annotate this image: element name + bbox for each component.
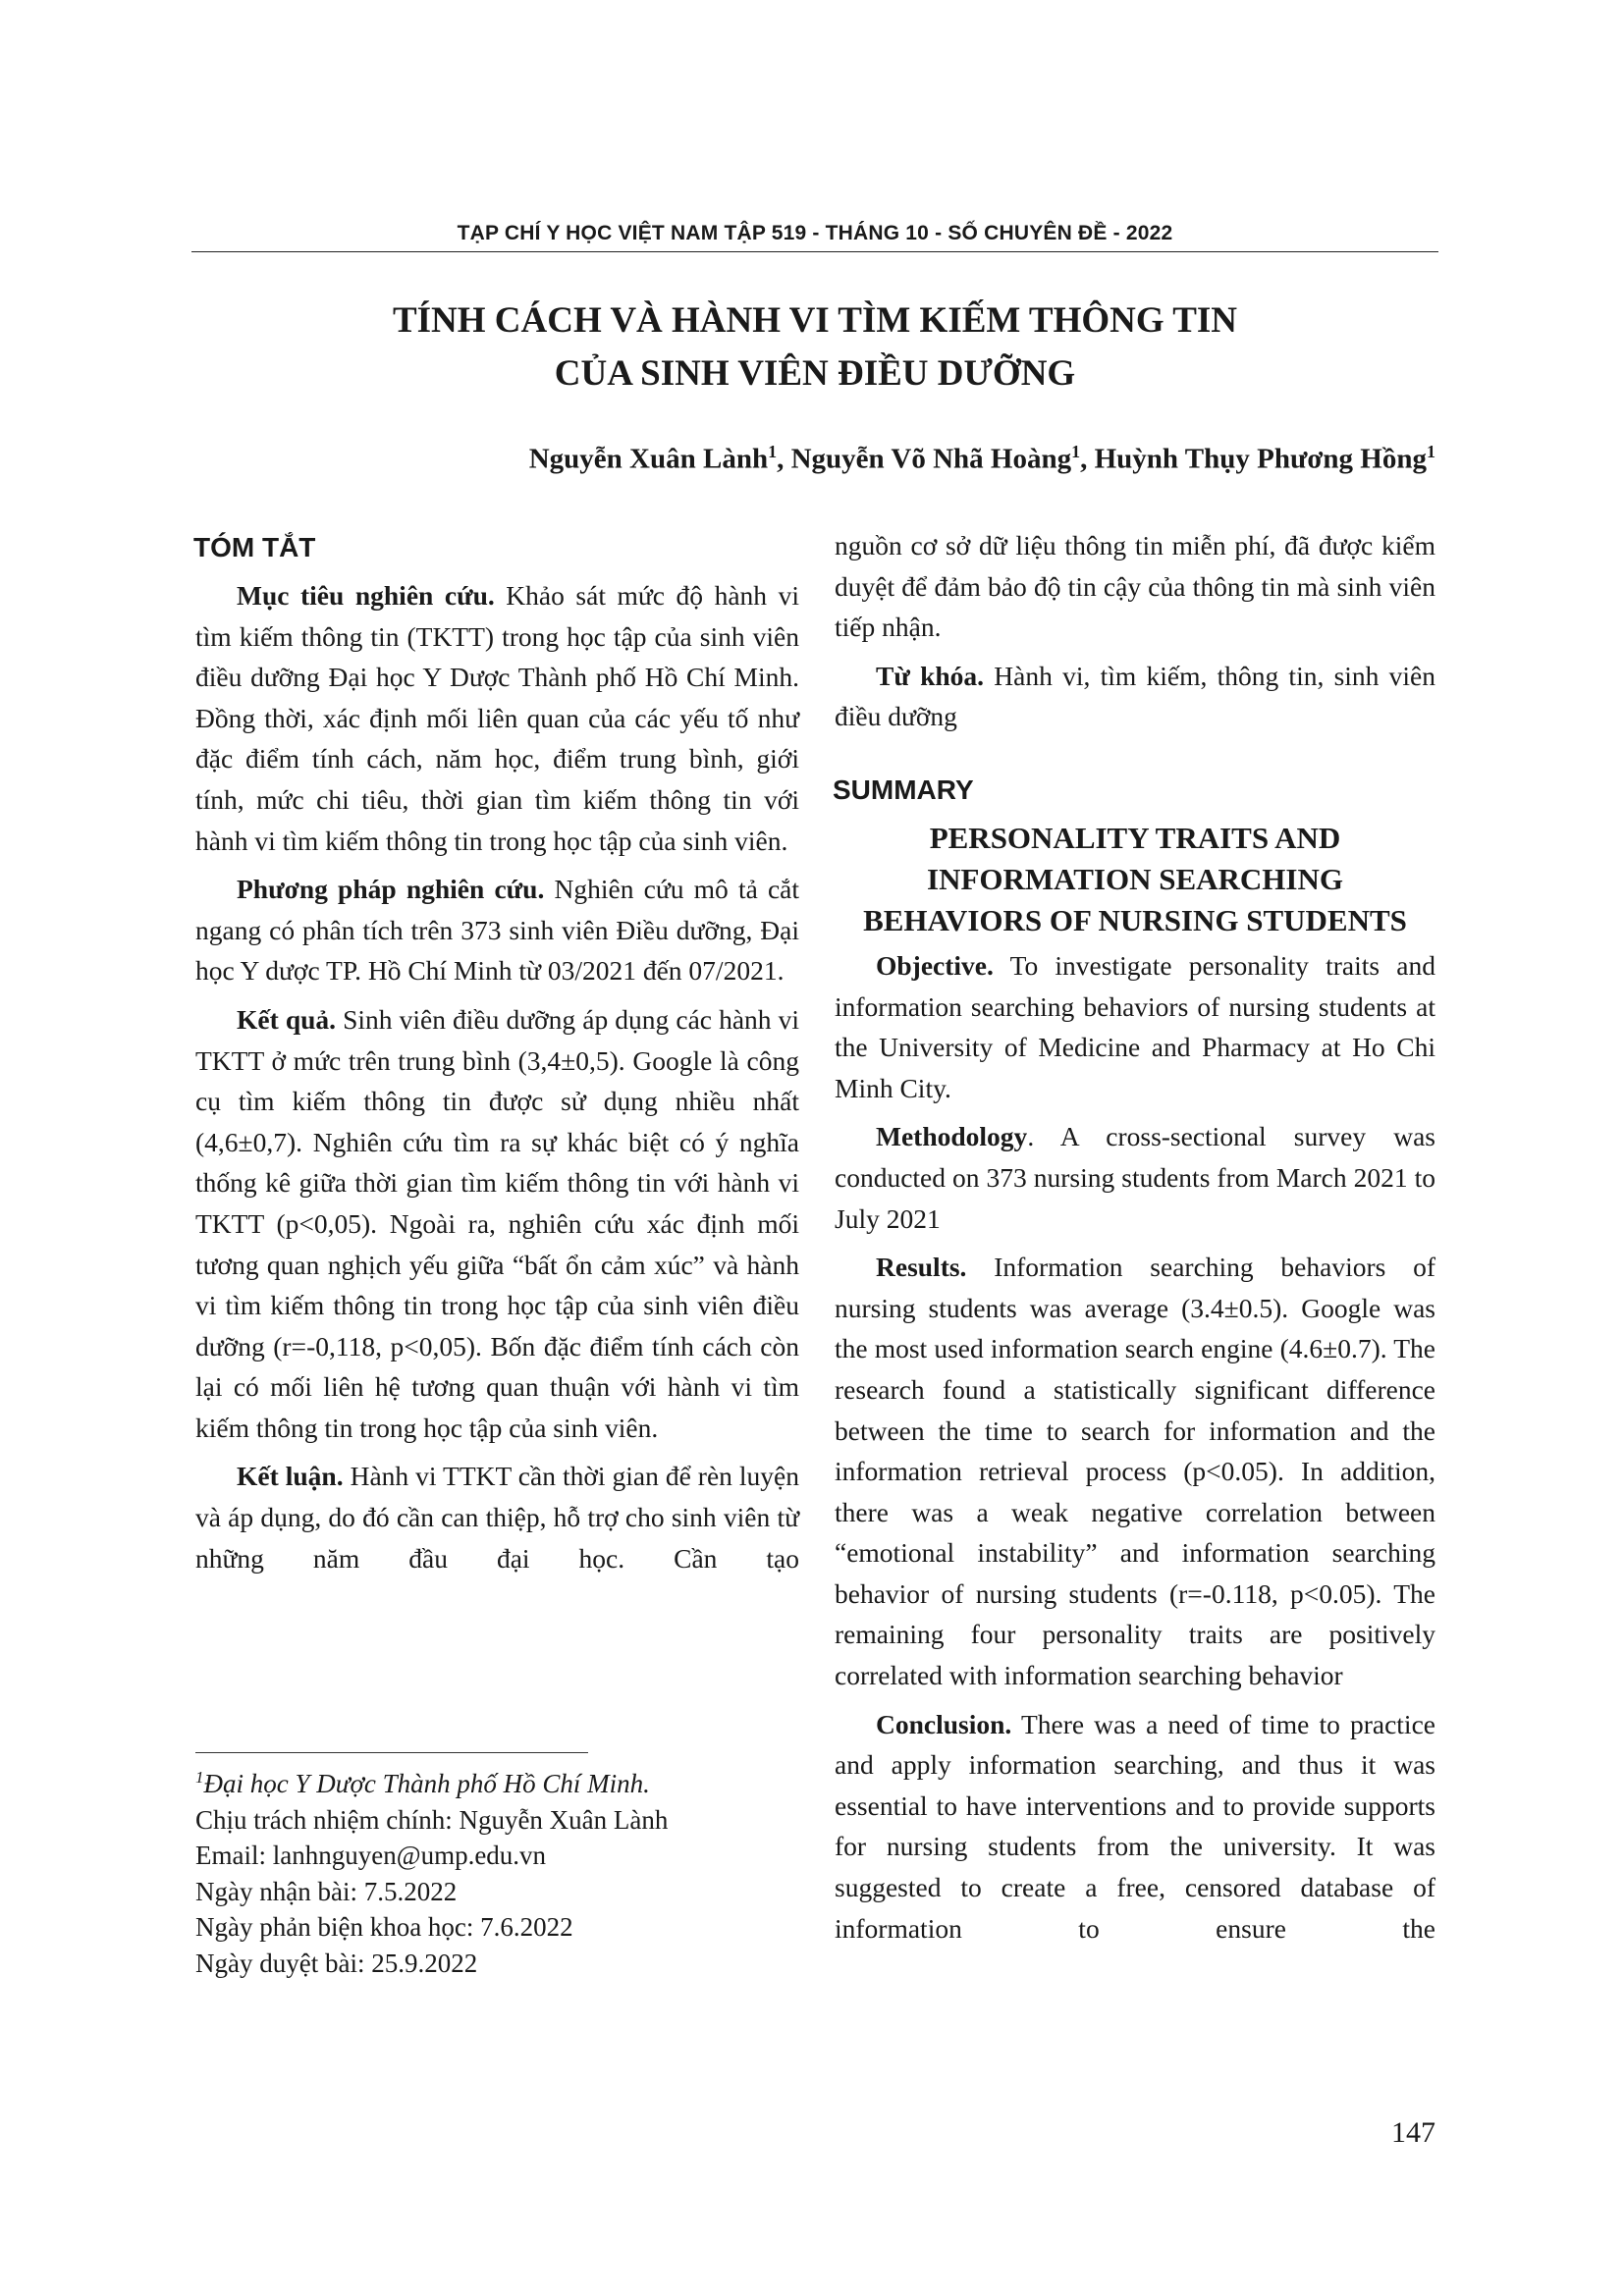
author-affiliation-sup: 1 xyxy=(768,442,778,461)
author-name: Nguyễn Võ Nhã Hoàng xyxy=(790,443,1072,475)
vi-objective-label: Mục tiêu nghiên cứu. xyxy=(237,580,495,611)
en-objective-text: To investigate personality traits and information searching behaviors of nursing students at the University of Medicine and Pharmacy at Ho Chi Minh City. xyxy=(835,949,1435,1103)
vi-objective-text: Khảo sát mức độ hành vi tìm kiếm thông tin (TKTT) trong học tập của sinh viên điều dưỡng Đại học Y Dược Thành phố Hồ Chí Minh. Đồng thời, xác định mối liên quan của các yếu tố như đặc điểm tính cách, năm học, điểm trung bình, giới tính, mức chi tiêu, thời gian tìm kiếm thông tin với hành vi tìm kiếm thông tin trong học tập của sinh viên. xyxy=(195,580,799,856)
vi-conclusion-label: Kết luận. xyxy=(237,1461,344,1492)
en-methodology-paragraph xyxy=(835,1116,1435,1239)
footnote-affiliation-sup: 1 xyxy=(195,1768,204,1787)
en-conclusion-text: There was a need of time to practice and apply information searching, and thus it was essential to have interventions and to provide supports for nursing students from the university. It was suggested to create a free, censored database of information to ensure the xyxy=(835,1708,1435,1944)
en-conclusion-label: Conclusion. xyxy=(876,1708,1012,1739)
author-separator: , xyxy=(777,443,791,475)
en-results-label: Results. xyxy=(876,1252,967,1283)
vi-conclusion-paragraph xyxy=(195,1456,799,1578)
footnote-affiliation-text: Đại học Y Dược Thành phố Hồ Chí Minh. xyxy=(203,1769,650,1798)
header-rule xyxy=(191,251,1438,252)
footnote-reviewed-date: Ngày phản biện khoa học: 7.6.2022 xyxy=(195,1912,573,1942)
vi-methods-label: Phương pháp nghiên cứu. xyxy=(237,874,545,905)
footnote-rule xyxy=(195,1752,588,1753)
footnotes xyxy=(195,1760,804,1981)
author-separator: , xyxy=(1080,443,1095,475)
footnote-corresponding-author: Chịu trách nhiệm chính: Nguyễn Xuân Lành xyxy=(195,1804,669,1835)
en-results-text: Information searching behaviors of nursing students was average (3.4±0.5). Google was the most used information search engine (4.6±0.7). The research found a statistically significant difference between the time to search for information and the information retrieval process (p<0.05). In addition, there was a weak negative correlation between “emotional instability” and information searching behavior of nursing students (r=-0.118, p<0.05). The remaining four personality traits are positively correlated with information searching behavior xyxy=(835,1252,1435,1691)
article-title-line-2: CỦA SINH VIÊN ĐIỀU DƯỠNG xyxy=(554,353,1076,394)
vi-conclusion-continuation: nguồn cơ sở dữ liệu thông tin miễn phí, đã được kiểm duyệt để đảm bảo độ tin cậy của thông tin mà sinh viên tiếp nhận. xyxy=(835,530,1435,643)
author-affiliation-sup: 1 xyxy=(1071,442,1081,461)
en-title-line-3: BEHAVIORS OF NURSING STUDENTS xyxy=(863,902,1407,937)
vi-results-paragraph xyxy=(195,999,799,1449)
right-column xyxy=(835,525,1435,1956)
vi-keywords-text: Hành vi, tìm kiếm, thông tin, sinh viên điều dưỡng xyxy=(835,660,1435,732)
en-title-line-1: PERSONALITY TRAITS AND xyxy=(929,820,1341,855)
en-methodology-label: Methodology xyxy=(876,1121,1028,1152)
en-title-line-2: INFORMATION SEARCHING xyxy=(927,861,1343,896)
author-affiliation-sup: 1 xyxy=(1427,442,1435,461)
vi-conclusion-text: Hành vi TTKT cần thời gian để rèn luyện và áp dụng, do đó cần can thiệp, hỗ trợ cho sinh viên từ những năm đầu đại học. Cần tạo xyxy=(195,1461,800,1574)
page-number: 147 xyxy=(1391,2116,1435,2149)
en-methodology-text: . A cross-sectional survey was conducted on 373 nursing students from March 2021 to July 2021 xyxy=(835,1121,1435,1234)
vi-results-label: Kết quả. xyxy=(237,1003,337,1035)
footnote-received-date: Ngày nhận bài: 7.5.2022 xyxy=(195,1876,458,1906)
author-list xyxy=(529,442,1435,476)
vi-methods-text: Nghiên cứu mô tả cắt ngang có phân tích trên 373 sinh viên Điều dưỡng, Đại học Y dược TP. Hồ Chí Minh từ 03/2021 đến 07/2021. xyxy=(195,874,799,987)
footnote-affiliation xyxy=(195,1760,804,1802)
footnote-email: Email: lanhnguyen@ump.edu.vn xyxy=(195,1841,547,1870)
article-title xyxy=(191,294,1438,400)
vi-objective-paragraph xyxy=(195,575,799,861)
article-title-line-1: TÍNH CÁCH VÀ HÀNH VI TÌM KIẾM THÔNG TIN xyxy=(392,300,1238,341)
en-abstract-heading: SUMMARY xyxy=(833,774,974,805)
en-objective-label: Objective. xyxy=(876,949,994,981)
vi-results-text: Sinh viên điều dưỡng áp dụng các hành vi TKTT ở mức trên trung bình (3,4±0,5). Google là công cụ tìm kiếm thông tin được sử dụng nhiều nhất (4,6±0,7). Nghiên cứu tìm ra sự khác biệt có ý nghĩa thống kê giữa thời gian tìm kiếm thông tin với hành vi TKTT (p<0,05). Ngoài ra, nghiên cứu xác định mối tương quan nghịch yếu giữa “bất ổn cảm xúc” và hành vi tìm kiếm thông tin trong học tập của sinh viên điều dưỡng (r=-0,118, p<0,05). Bốn đặc điểm tính cách còn lại có mối liên hệ tương quan thuận với hành vi tìm kiếm thông tin trong học tập của sinh viên. xyxy=(195,1003,799,1443)
en-objective-paragraph xyxy=(835,945,1435,1108)
left-column xyxy=(195,526,799,1586)
footnote-accepted-date: Ngày duyệt bài: 25.9.2022 xyxy=(195,1948,478,1978)
author-name: Nguyễn Xuân Lành xyxy=(528,443,769,475)
author-name: Huỳnh Thụy Phương Hồng xyxy=(1094,443,1427,475)
vi-abstract-heading: TÓM TẮT xyxy=(193,532,316,562)
en-conclusion-paragraph xyxy=(835,1704,1435,1949)
en-article-title xyxy=(835,818,1435,941)
vi-methods-paragraph xyxy=(195,869,799,991)
vi-keywords-label: Từ khóa. xyxy=(876,660,985,691)
journal-header: TẠP CHÍ Y HỌC VIỆT NAM TẬP 519 - THÁNG 10 - SỐ CHUYÊN ĐỀ - 2022 xyxy=(457,222,1173,244)
en-results-paragraph xyxy=(835,1247,1435,1696)
vi-keywords-paragraph xyxy=(835,656,1435,737)
